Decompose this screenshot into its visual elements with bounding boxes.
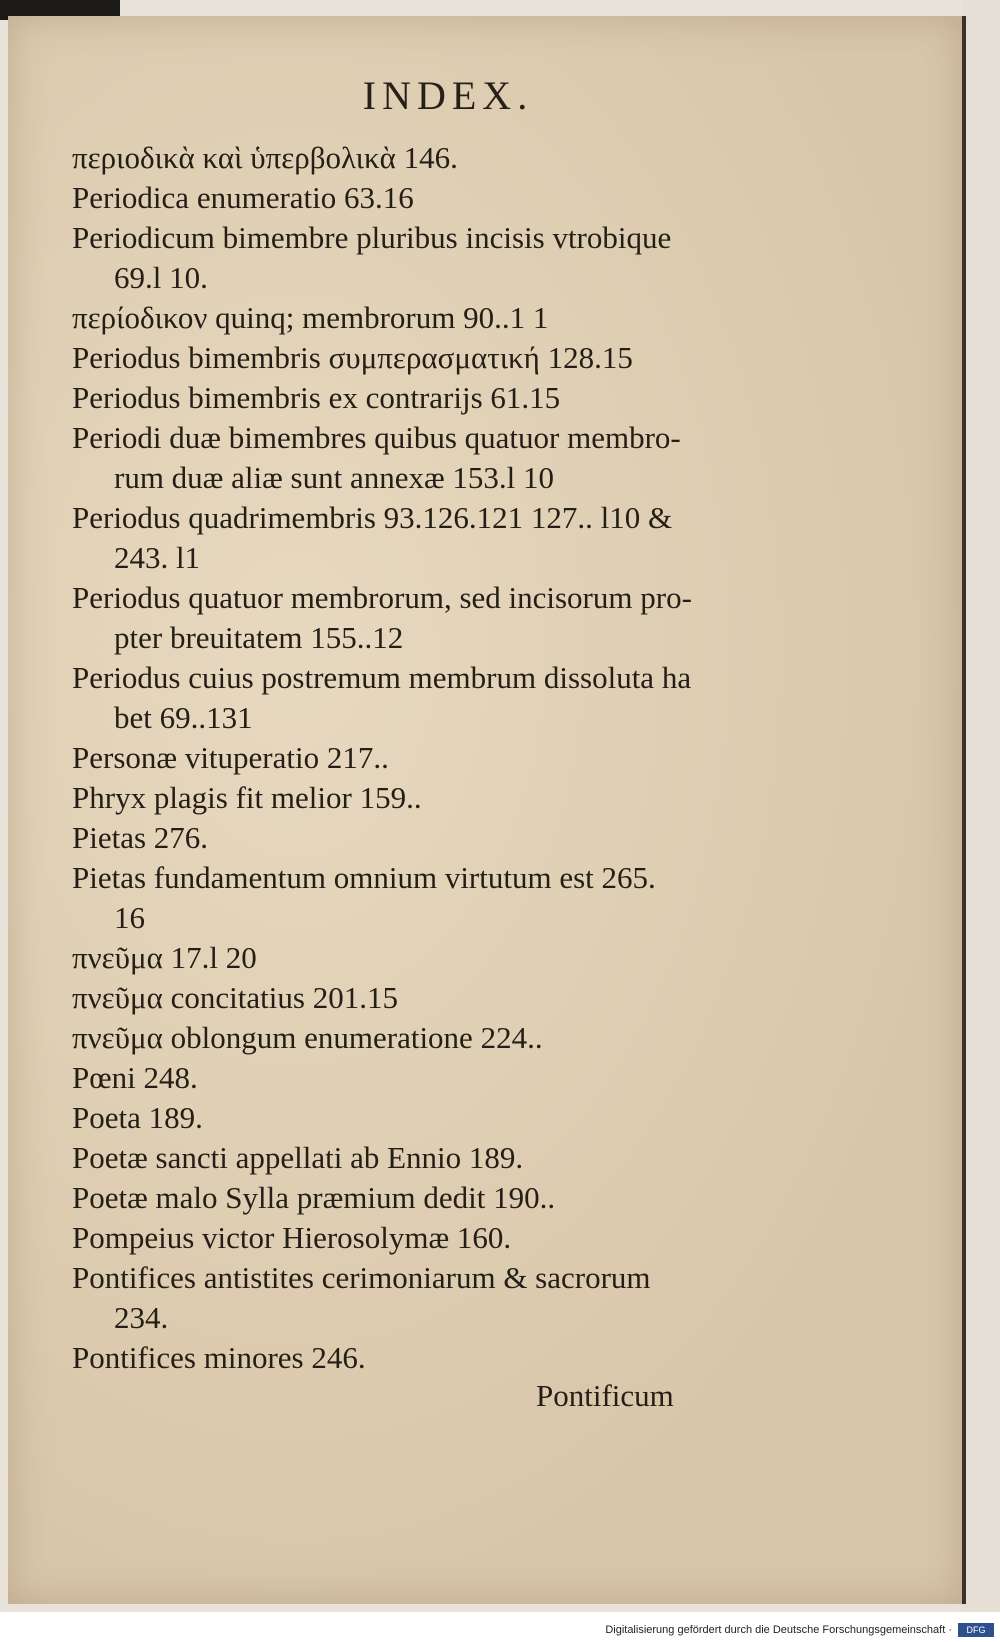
page-title: INDEX. bbox=[362, 73, 534, 118]
index-entry bbox=[72, 178, 832, 218]
index-entry-text: πνεῦμα oblongum enumeratione 224.. bbox=[72, 1020, 543, 1055]
index-entry-continuation: pter breuitatem 155..12 bbox=[114, 620, 404, 655]
index-entry-text: Periodus cuius postremum membrum dissoluta ha bbox=[72, 660, 692, 695]
index-entry bbox=[72, 978, 832, 1018]
index-entry-continuation: 16 bbox=[114, 900, 145, 935]
index-entry bbox=[72, 658, 832, 738]
dfg-logo: DFG bbox=[958, 1623, 994, 1637]
index-entry-text: Periodica enumeratio 63.16 bbox=[72, 180, 414, 215]
digitization-credit: Digitalisierung gefördert durch die Deutsche Forschungsgemeinschaft · bbox=[605, 1624, 952, 1636]
index-entry-text: Pietas 276. bbox=[72, 820, 209, 855]
index-entry-continuation: bet 69..131 bbox=[114, 700, 253, 735]
index-entry-continuation: 69.l 10. bbox=[114, 260, 208, 295]
index-entry bbox=[72, 298, 832, 338]
index-entry bbox=[72, 1338, 832, 1378]
catchword: Pontificum bbox=[536, 1378, 674, 1413]
index-entry-text: Poeta 189. bbox=[72, 1100, 203, 1135]
index-entry-text: πνεῦμα concitatius 201.15 bbox=[72, 980, 398, 1015]
index-entry-text: Periodus bimembris συμπερασματική 128.15 bbox=[72, 340, 633, 375]
index-entry-continuation: 243. l1 bbox=[114, 540, 201, 575]
index-entry-continuation: 234. bbox=[114, 1300, 169, 1335]
index-entry bbox=[72, 738, 832, 778]
index-entry bbox=[72, 1178, 832, 1218]
index-entry-text: Periodus quatuor membrorum, sed incisorum pro- bbox=[72, 580, 692, 615]
index-entry-text: περίοδικον quinq; membrorum 90..1 1 bbox=[72, 300, 549, 335]
index-entry-text: Periodi duæ bimembres quibus quatuor membro- bbox=[72, 420, 681, 455]
index-entry bbox=[72, 418, 832, 498]
index-entry bbox=[72, 138, 832, 178]
index-entry-text: Phryx plagis fit melior 159.. bbox=[72, 780, 422, 815]
index-entry bbox=[72, 818, 832, 858]
index-entry-text: Periodus quadrimembris 93.126.121 127.. l10 & bbox=[72, 500, 673, 535]
index-entry bbox=[72, 1138, 832, 1178]
index-entry-text: Pontifices antistites cerimoniarum & sacrorum bbox=[72, 1260, 651, 1295]
index-entry-list bbox=[72, 138, 832, 1378]
index-entry bbox=[72, 1258, 832, 1338]
index-entry-text: Pietas fundamentum omnium virtutum est 265. bbox=[72, 860, 656, 895]
index-entry bbox=[72, 858, 832, 938]
index-entry bbox=[72, 1098, 832, 1138]
index-entry-text: περιοδικὰ καὶ ὑπερβολικὰ 146. bbox=[72, 140, 458, 175]
index-entry bbox=[72, 218, 832, 298]
index-entry bbox=[72, 378, 832, 418]
index-entry-text: Pontifices minores 246. bbox=[72, 1340, 366, 1375]
index-entry-text: Personæ vituperatio 217.. bbox=[72, 740, 389, 775]
index-entry-text: Poetæ sancti appellati ab Ennio 189. bbox=[72, 1140, 524, 1175]
index-entry-text: Poetæ malo Sylla præmium dedit 190.. bbox=[72, 1180, 556, 1215]
index-entry bbox=[72, 1218, 832, 1258]
index-entry-text: Periodus bimembris ex contrarijs 61.15 bbox=[72, 380, 561, 415]
index-entry bbox=[72, 1018, 832, 1058]
index-entry bbox=[72, 498, 832, 578]
index-entry bbox=[72, 1058, 832, 1098]
index-entry bbox=[72, 938, 832, 978]
index-entry-text: πνεῦμα 17.l 20 bbox=[72, 940, 257, 975]
index-entry-continuation: rum duæ aliæ sunt annexæ 153.l 10 bbox=[114, 460, 555, 495]
index-entry-text: Pœni 248. bbox=[72, 1060, 198, 1095]
index-entry-text: Periodicum bimembre pluribus incisis vtrobique bbox=[72, 220, 672, 255]
index-entry-text: Pompeius victor Hierosolymæ 160. bbox=[72, 1220, 512, 1255]
index-entry bbox=[72, 578, 832, 658]
index-entry bbox=[72, 338, 832, 378]
index-entry bbox=[72, 778, 832, 818]
scan-margin bbox=[962, 0, 1000, 1612]
